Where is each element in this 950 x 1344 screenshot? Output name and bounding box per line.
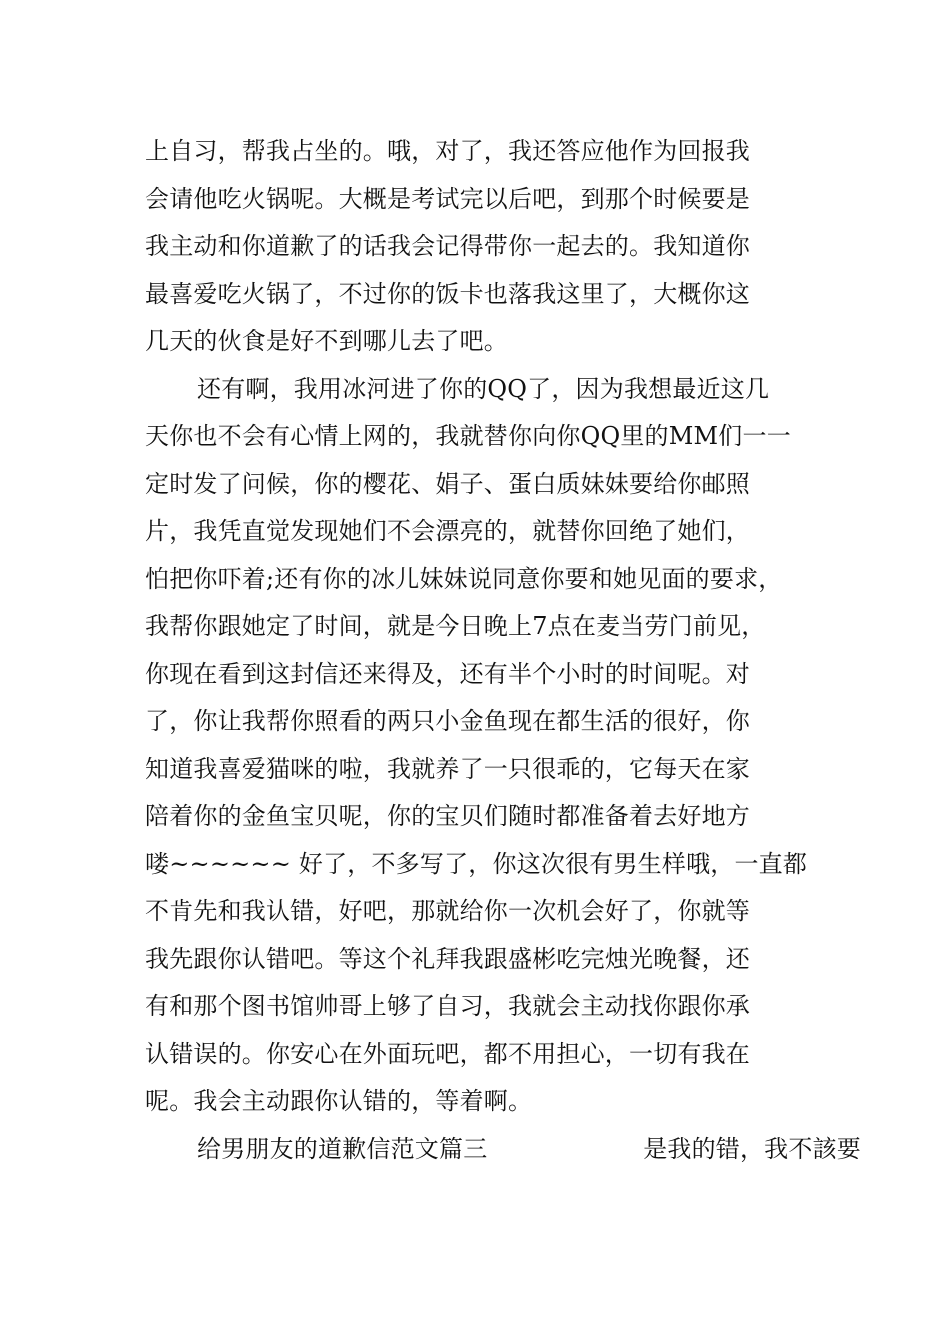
text-line: 知道我喜爱猫咪的啦，我就养了一只很乖的，它每天在家 [145, 754, 750, 783]
text-line: 喽~~~~~~ 好了，不多写了，你这次很有男生样哦，一直都 [145, 849, 808, 878]
text-line: 陪着你的金鱼宝贝呢，你的宝贝们随时都准备着去好地方 [145, 802, 750, 830]
text-line: 怕把你吓着;还有你的冰儿妹妹说同意你要和她见面的要求， [145, 564, 783, 593]
text-line: 认错误的。你安心在外面玩吧，都不用担心，一切有我在 [145, 1039, 750, 1068]
text-line: 我主动和你道歉了的话我会记得带你一起去的。我知道你 [145, 232, 750, 260]
text-line: 我帮你跟她定了时间，就是今日晚上7点在麦当劳门前见， [145, 612, 766, 640]
text-line: 你现在看到这封信还来得及，还有半个小时的时间呢。对 [145, 659, 750, 688]
text-line: 我先跟你认错吧。等这个礼拜我跟盛彬吃完烛光晚餐，还 [145, 944, 750, 973]
text-line: 了，你让我帮你照看的两只小金鱼现在都生活的很好，你 [145, 707, 750, 735]
text-line: 最喜爱吃火锅了，不过你的饭卡也落我这里了，大概你这 [145, 279, 750, 308]
text-line: 片，我凭直觉发现她们不会漂亮的，就替你回绝了她们， [145, 517, 750, 545]
letter-body [145, 128, 861, 1173]
paragraph-start-line: 还有啊，我用冰河进了你的QQ了，因为我想最近这几 [197, 374, 770, 403]
section-opening-text: 是我的错，我不該要 [643, 1134, 861, 1163]
text-line: 定时发了问候，你的樱花、娟子、蛋白质妹妹要给你邮照 [145, 469, 750, 498]
text-line: 几天的伙食是好不到哪儿去了吧。 [145, 327, 508, 355]
text-line: 呢。我会主动跟你认错的，等着啊。 [145, 1087, 533, 1115]
text-line: 会请他吃火锅呢。大概是考试完以后吧，到那个时候要是 [145, 184, 750, 213]
text-line: 有和那个图书馆帅哥上够了自习，我就会主动找你跟你承 [145, 992, 750, 1020]
text-line: 不肯先和我认错，好吧，那就给你一次机会好了，你就等 [145, 897, 750, 925]
text-line: 上自习，帮我占坐的。哦，对了，我还答应他作为回报我 [145, 137, 750, 165]
section-heading-line [145, 1126, 861, 1174]
section-heading: 给男朋友的道歉信范文篇三 [197, 1134, 488, 1163]
text-line: 天你也不会有心情上网的，我就替你向你QQ里的MM们一一 [145, 422, 791, 450]
